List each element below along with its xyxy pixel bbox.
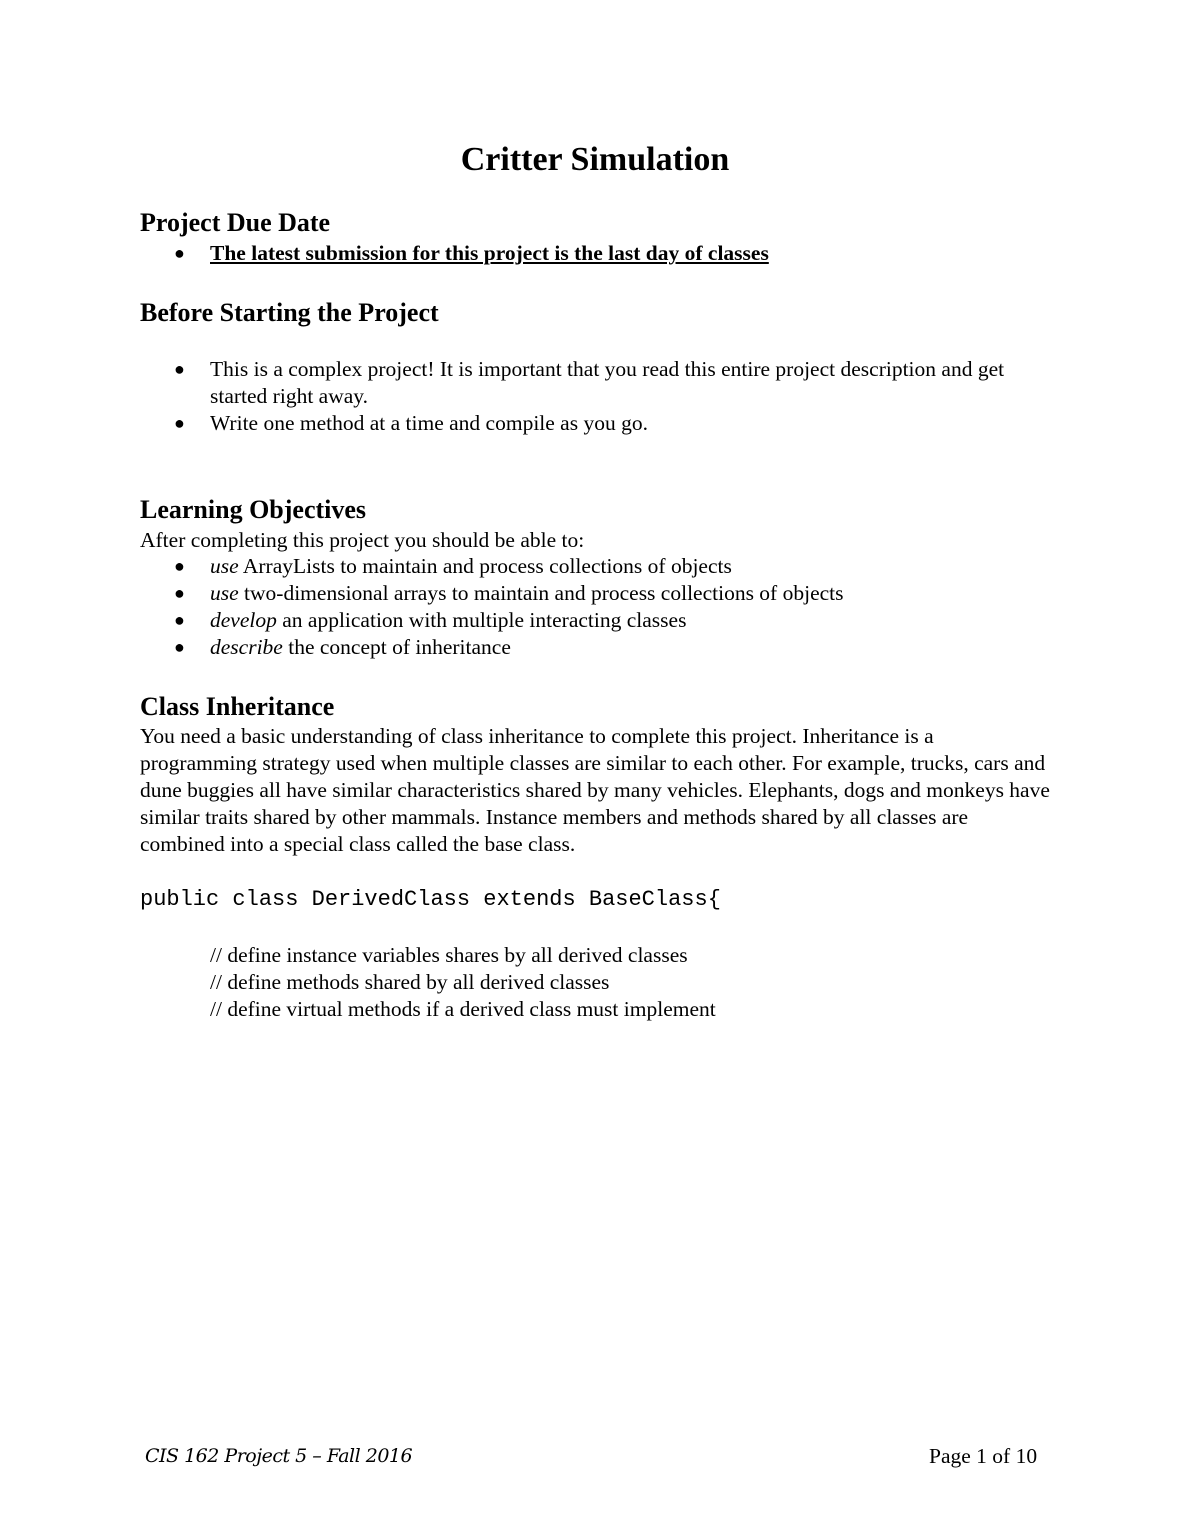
page-title: Critter Simulation — [460, 141, 730, 178]
code-line: public class DerivedClass extends BaseClass{ — [140, 887, 721, 912]
bullet-icon: ● — [174, 243, 185, 263]
bullet-icon: ● — [174, 359, 185, 379]
heading-class-inheritance: Class Inheritance — [140, 692, 335, 721]
objectives-list — [140, 553, 1050, 661]
list-item: ● use ArrayLists to maintain and process collections of objects — [174, 554, 732, 578]
list-item: ● The latest submission for this project is the last day of classes — [174, 241, 769, 265]
footer-page-number: Page 1 of 10 — [929, 1444, 1038, 1468]
bullet-icon: ● — [174, 610, 185, 630]
code-comment: // define instance variables shares by all derived classes — [210, 943, 688, 967]
list-item: ● Write one method at a time and compile as you go. — [174, 411, 648, 435]
bullet-icon: ● — [174, 637, 185, 657]
before-list — [140, 356, 1050, 437]
list-item: ● develop an application with multiple interacting classes — [174, 608, 687, 632]
bullet-icon: ● — [174, 556, 185, 576]
due-date-list — [140, 240, 1050, 267]
code-comment: // define virtual methods if a derived class must implement — [210, 997, 716, 1021]
heading-learning-objectives: Learning Objectives — [140, 495, 367, 524]
objectives-intro: After completing this project you should be able to: — [140, 528, 585, 552]
heading-before-starting: Before Starting the Project — [140, 298, 439, 327]
code-comment: // define methods shared by all derived classes — [210, 970, 610, 994]
list-item: ● use two-dimensional arrays to maintain and process collections of objects — [174, 581, 844, 605]
bullet-icon: ● — [174, 583, 185, 603]
list-item: ● describe the concept of inheritance — [174, 635, 511, 659]
heading-due-date: Project Due Date — [140, 208, 331, 237]
footer-course: CIS 162 Project 5 – Fall 2016 — [145, 1445, 413, 1467]
list-item: ● This is a complex project! It is important that you read this entire project description and get started right away. — [174, 357, 1005, 408]
inheritance-paragraph: You need a basic understanding of class inheritance to complete this project. Inheritance is a programming strategy used when multiple classes are similar to each other. For example, trucks, cars and dune buggies all have similar characteristics shared by many vehicles. Elephants, dogs and monkeys have similar traits shared by other mammals. Instance members and methods shared by all classes are combined into a special class called the base class. — [140, 724, 1050, 856]
bullet-icon: ● — [174, 413, 185, 433]
